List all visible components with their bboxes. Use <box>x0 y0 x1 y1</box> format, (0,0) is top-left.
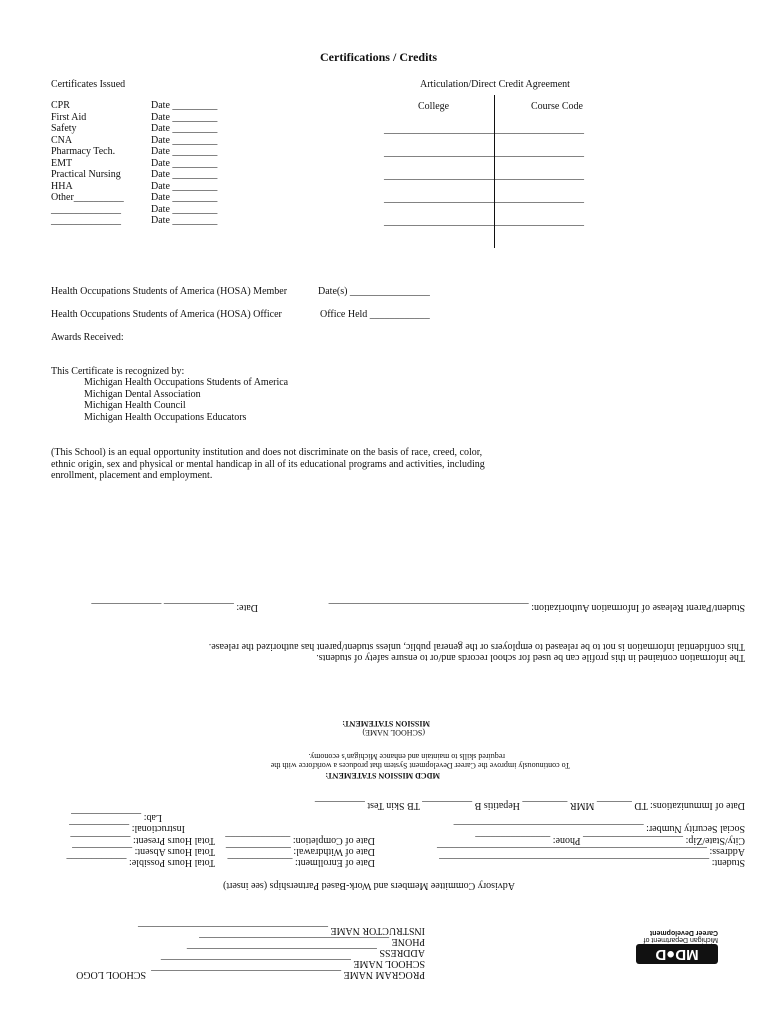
certificate-date-field[interactable]: Date _________ <box>151 215 218 226</box>
hosa-office-field[interactable]: Office Held ____________ <box>320 309 430 320</box>
instructional-label: Instructional: <box>131 823 185 834</box>
program-field-row[interactable]: SCHOOL NAME ______________________________________ <box>160 958 425 969</box>
program-field-row[interactable]: PHONE ______________________________________ <box>199 936 425 947</box>
articulation-entry-line[interactable]: ________________________________________ <box>384 193 584 204</box>
confidential-line-1: The information contained in this profile can be used for school records and/or to ensure safety of students. <box>316 652 745 663</box>
recognized-org: Michigan Dental Association <box>84 388 201 400</box>
certificate-date-field[interactable]: Date _________ <box>151 180 218 192</box>
school-logo: SCHOOL LOGO <box>76 969 146 980</box>
certificate-date-field[interactable]: Date _________ <box>151 123 218 134</box>
certificate-item: Other__________ <box>51 192 124 203</box>
school-mission-title: MISSION STATEMENT: <box>342 719 430 728</box>
program-field-label: PHONE <box>391 936 425 947</box>
page-title: Certifications / Credits <box>320 50 438 64</box>
withdrawal-label: Date of Withdrawal: <box>293 846 375 857</box>
advisory-text: Advisory Committee Members and Work-Based Partnerships (see insert) <box>222 880 515 891</box>
certificate-date-field[interactable]: Date _________ <box>151 157 218 169</box>
articulation-entry-line[interactable]: ________________________________________ <box>384 170 584 181</box>
articulation-heading: Articulation/Direct Credit Agreement <box>420 79 570 90</box>
enroll-label: Date of Enrollment: <box>295 857 375 868</box>
program-field-label: SCHOOL NAME <box>353 958 425 969</box>
certificate-date-field[interactable]: Date _________ <box>151 203 218 215</box>
release-date-label: Date: <box>236 602 258 613</box>
certificate-item: Safety <box>51 123 77 134</box>
certificate-item: CNA <box>51 134 73 146</box>
certificate-date-field[interactable]: Date _________ <box>151 169 218 180</box>
certificates-heading: Certificates Issued <box>51 79 126 90</box>
articulation-entry-line[interactable]: ________________________________________ <box>384 216 584 227</box>
recognized-heading: This Certificate is recognized by: <box>51 366 185 377</box>
articulation-entry-line[interactable]: ________________________________________ <box>384 124 584 135</box>
awards-label: Awards Received: <box>51 332 124 343</box>
student-label: Student: <box>711 857 745 868</box>
course-code-header: Course Code <box>531 101 583 112</box>
certificate-date-field[interactable]: Date _________ <box>151 192 218 203</box>
program-field-row[interactable]: INSTRUCTOR NAME ______________________________________ <box>137 925 425 936</box>
recognized-org: Michigan Health Occupations Educators <box>84 411 247 423</box>
tb-label: TB Skin Test <box>367 800 420 811</box>
address-label: Address: <box>709 846 745 857</box>
hours-present-label: Total Hours Present: <box>132 835 215 846</box>
program-field-label: ADDRESS <box>379 947 425 958</box>
logo-name: Career Development <box>649 929 718 936</box>
recognized-org: Michigan Health Occupations Students of America <box>84 377 289 388</box>
equal-opportunity-line: enrollment, placement and employment. <box>51 470 213 481</box>
certificate-item: Practical Nursing <box>51 169 121 180</box>
mdcd-mission-line-2: required skills to maintain and enhance Michigan’s economy. <box>308 752 505 761</box>
hosa-member-label: Health Occupations Students of America (HOSA) Member <box>51 286 288 297</box>
logo-org: Michigan Department of <box>643 936 718 943</box>
city-label: City/State/Zip: <box>685 835 745 846</box>
hours-absent-label: Total Hours Absent: <box>134 846 215 857</box>
hepatitis-label: Hepatitis B <box>474 800 520 811</box>
upside-down-section: MD●D Michigan Department of Career Development SCHOOL LOGO PROGRAM NAME ______________________________________ SCHOOL NAME ______________________________________ ADDRESS ______________________________________ PHONE ______________________________________ INSTRUCTOR NAME ______________________________________ Advisory Committee Members and Work-Based Partnerships (see insert) Student: ______________________________________________________ Address: ______________________________________________________ City/State/Zip: ____________________ Phone: _______________ Social Security Number: ______________________________________ Date of Enrollment: _____________ Date of Withdrawal: _____________ Date of Completion: _____________ Total Hours Possible: ____________ Total Hours Absent: ____________ Total Hours Present: ____________ Instructional: ____________ Lab: ______________ Date of Immunizations: TD _______ MMR _________ Hepatitis B __________ TB Skin Test __________ MDCD MISSION STATEMENT: To continuously improve the Career Development System that produces a workforce with the required skills to maintain and enhance Michigan’s economy. (SCHOOL NAME) MISSION STATEMENT: The information contained in this profile can be used for school records and/or to ensure safety of students. This confidential information is not to be released to employers or the general public, unless student/parent has authorized the release. Student/Parent Release of Information Authorization: ________________________________________ Date: ______________ ______________ <box>66 602 745 980</box>
release-label: Student/Parent Release of Information Authorization: <box>531 602 745 613</box>
completion-label: Date of Completion: <box>292 835 375 846</box>
college-header: College <box>418 101 450 112</box>
school-mission-sub: (SCHOOL NAME) <box>362 728 425 737</box>
recognized-org: Michigan Health Council <box>84 400 186 411</box>
confidential-line-2: This confidential information is not to be released to employers or the general public, unless student/parent has authorized the release. <box>208 641 745 652</box>
mdcd-logo: MD●D Michigan Department of Career Development <box>636 934 718 964</box>
articulation-entry-line[interactable]: ________________________________________ <box>384 147 584 158</box>
certificate-item: ______________ <box>51 215 121 226</box>
hours-possible-label: Total Hours Possible: <box>129 857 215 868</box>
immunizations-label: Date of Immunizations: TD <box>634 800 745 811</box>
ssn-label: Social Security Number: <box>646 823 745 834</box>
certificate-date-field[interactable]: Date _________ <box>151 100 218 111</box>
hosa-officer-label: Health Occupations Students of America (HOSA) Officer <box>51 309 282 320</box>
mmr-label: MMR <box>569 800 595 811</box>
certificate-item: Pharmacy Tech. <box>51 146 116 157</box>
certificate-date-field[interactable]: Date _________ <box>151 111 218 123</box>
hosa-dates-field[interactable]: Date(s) ________________ <box>318 286 430 297</box>
certificate-item: ______________ <box>51 203 121 215</box>
certificate-item: First Aid <box>51 111 87 123</box>
program-field-row[interactable]: ADDRESS ______________________________________ <box>186 947 425 958</box>
program-field-label: PROGRAM NAME <box>343 969 425 980</box>
program-field-label: INSTRUCTOR NAME <box>330 925 425 936</box>
phone-label: Phone: <box>552 835 581 846</box>
certificate-item: HHA <box>51 180 73 192</box>
equal-opportunity-line: ethnic origin, sex and physical or mental handicap in all of its educational programs and activities, including <box>51 458 485 470</box>
program-field-row[interactable]: PROGRAM NAME ______________________________________ <box>151 969 425 980</box>
certificate-item: EMT <box>51 157 73 169</box>
mdcd-mission-line-1: To continuously improve the Career Development System that produces a workforce with the <box>270 761 570 770</box>
certificate-date-field[interactable]: Date _________ <box>151 134 218 146</box>
lab-label: Lab: <box>143 812 162 823</box>
certificate-date-field[interactable]: Date _________ <box>151 146 218 157</box>
mdcd-mission-title: MDCD MISSION STATEMENT: <box>325 771 440 780</box>
equal-opportunity-line: (This School) is an equal opportunity institution and does not discriminate on the basis of race, creed, color, <box>51 447 483 458</box>
certificate-item: CPR <box>51 100 70 111</box>
